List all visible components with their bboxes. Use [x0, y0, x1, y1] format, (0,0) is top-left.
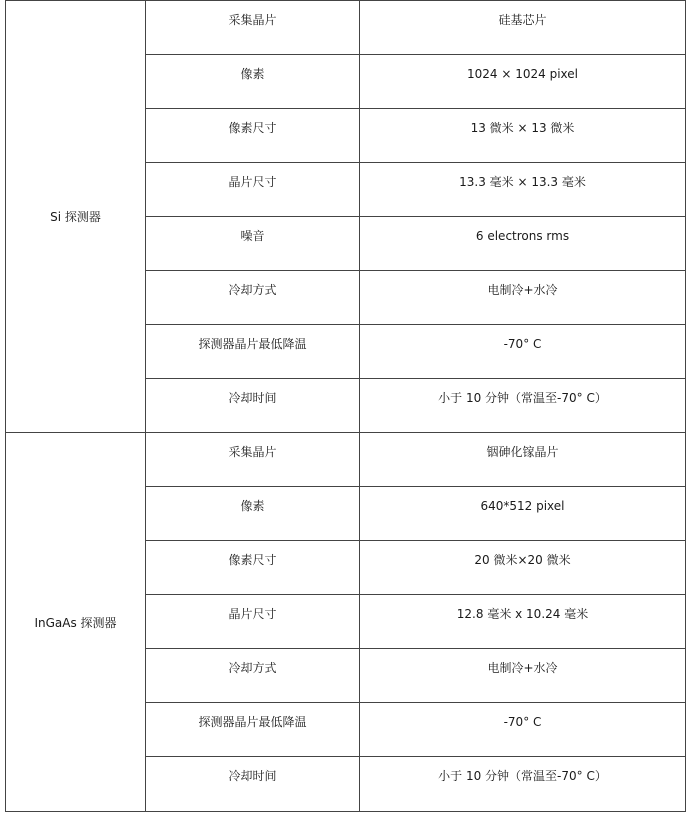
item-cell	[146, 487, 360, 541]
item-label: 晶片尺寸	[228, 175, 277, 189]
item-value: -70° C	[503, 715, 542, 729]
item-cell	[146, 757, 360, 812]
item-value: 1024 × 1024 pixel	[467, 67, 578, 81]
item-cell	[146, 325, 360, 379]
item-value: 硅基芯片	[498, 13, 547, 27]
item-value: 小于 10 分钟（常温至-70° C）	[438, 769, 607, 783]
item-cell	[146, 649, 360, 703]
item-label: 冷却时间	[228, 391, 277, 405]
value-cell	[360, 649, 686, 703]
group-label-ingaas	[6, 433, 146, 812]
value-cell	[360, 109, 686, 163]
table-row	[6, 1, 686, 55]
item-cell	[146, 541, 360, 595]
item-value: 20 微米×20 微米	[474, 553, 571, 567]
detector-spec-table	[5, 0, 686, 812]
item-label: 像素	[240, 499, 265, 513]
item-label: 像素尺寸	[228, 121, 277, 135]
item-cell	[146, 703, 360, 757]
item-label: 采集晶片	[228, 445, 277, 459]
value-cell	[360, 271, 686, 325]
table-row	[6, 433, 686, 487]
value-cell	[360, 163, 686, 217]
value-cell	[360, 379, 686, 433]
item-value: 640*512 pixel	[480, 499, 565, 513]
item-label: 噪音	[240, 229, 265, 243]
value-cell	[360, 541, 686, 595]
value-cell	[360, 325, 686, 379]
value-cell	[360, 595, 686, 649]
item-value: 电制冷+水冷	[487, 283, 558, 297]
item-label: 探测器晶片最低降温	[198, 337, 307, 351]
item-label: 冷却方式	[228, 283, 277, 297]
item-label: 探测器晶片最低降温	[198, 715, 307, 729]
item-cell	[146, 217, 360, 271]
item-label: 冷却方式	[228, 661, 277, 675]
item-value: 电制冷+水冷	[487, 661, 558, 675]
value-cell	[360, 217, 686, 271]
value-cell	[360, 1, 686, 55]
item-value: 铟砷化镓晶片	[486, 445, 559, 459]
item-value: 6 electrons rms	[475, 229, 570, 243]
item-cell	[146, 379, 360, 433]
value-cell	[360, 433, 686, 487]
item-label: 像素尺寸	[228, 553, 277, 567]
item-value: 12.8 毫米 x 10.24 毫米	[456, 607, 589, 621]
value-cell	[360, 55, 686, 109]
group-name: InGaAs 探测器	[34, 615, 117, 630]
item-cell	[146, 595, 360, 649]
item-cell	[146, 163, 360, 217]
group-label-si	[6, 1, 146, 433]
item-cell	[146, 109, 360, 163]
item-cell	[146, 271, 360, 325]
item-label: 晶片尺寸	[228, 607, 277, 621]
item-cell	[146, 55, 360, 109]
item-cell	[146, 1, 360, 55]
item-label: 像素	[240, 67, 265, 81]
item-value: 小于 10 分钟（常温至-70° C）	[438, 391, 607, 405]
item-value: -70° C	[503, 337, 542, 351]
item-label: 采集晶片	[228, 13, 277, 27]
item-label: 冷却时间	[228, 769, 277, 783]
value-cell	[360, 487, 686, 541]
value-cell	[360, 757, 686, 812]
item-value: 13 微米 × 13 微米	[470, 121, 575, 135]
group-name: Si 探测器	[50, 210, 101, 224]
item-value: 13.3 毫米 × 13.3 毫米	[459, 175, 586, 189]
item-cell	[146, 433, 360, 487]
value-cell	[360, 703, 686, 757]
